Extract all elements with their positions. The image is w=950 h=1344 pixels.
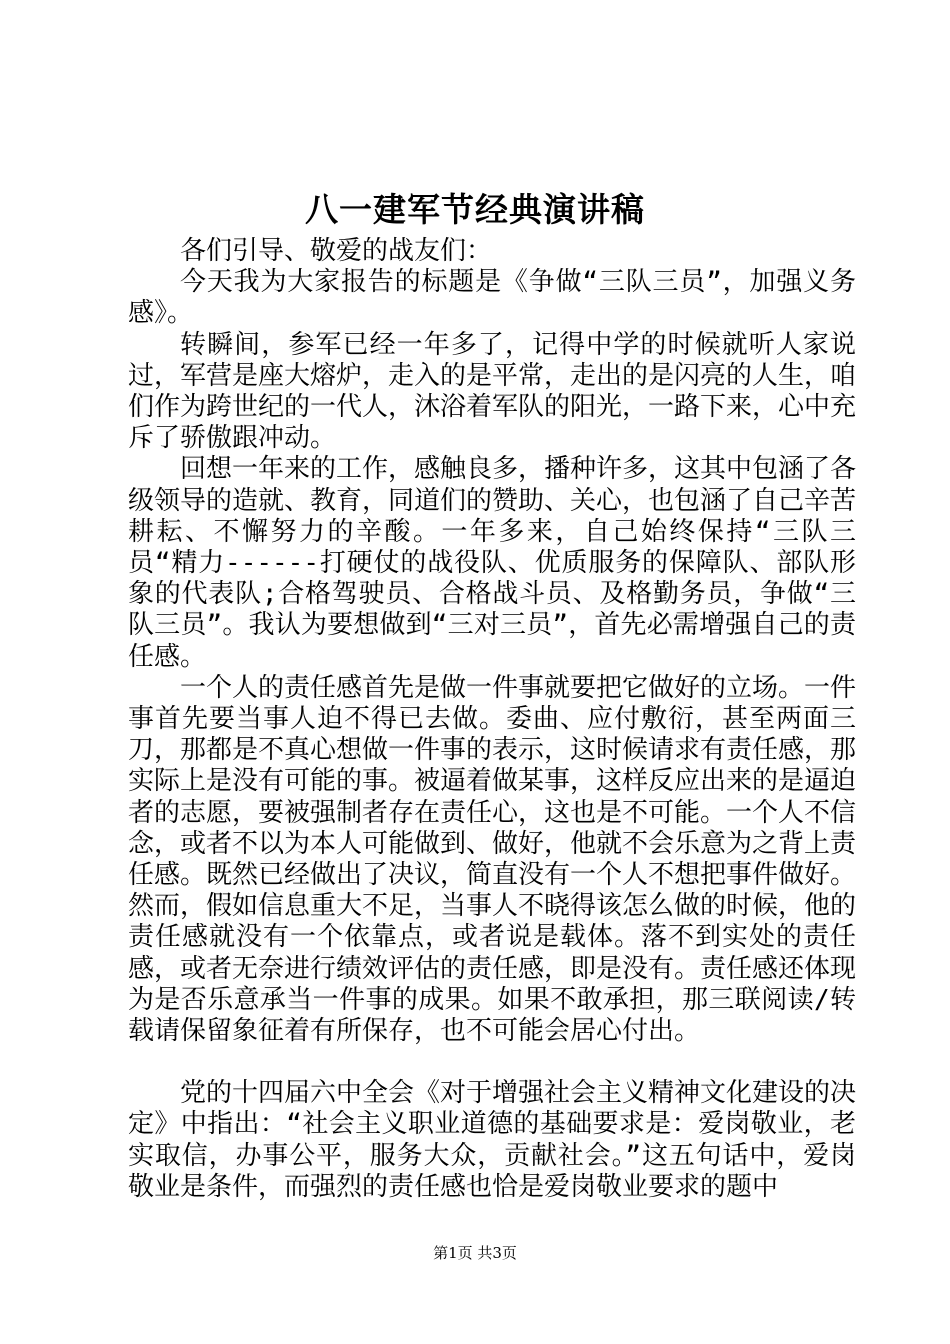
paragraph-spacer [128, 1047, 856, 1078]
paragraph-intro: 转瞬间，参军已经一年多了，记得中学的时候就听人家说过，军营是座大熔炉，走入的是平常，走出的是闪亮的人生，咱们作为跨世纪的一代人，沐浴着军队的阳光，一路下来，心中充斥了骄傲跟冲动。 [128, 329, 857, 454]
paragraph-topic: 今天我为大家报告的标题是《争做“三队三员”，加强义务感》。 [128, 267, 856, 329]
paragraph-review: 回想一年来的工作，感触良多，播种许多，这其中包涵了各级领导的造就、教育，同道们的赞助、关心，也包涵了自己辛苦耕耘、不懈努力的辛酸。一年多来，自己始终保持“三队三员“精力------打硬仗的战役队、优质服务的保障队、部队形象的代表队;合格驾驶员、合格战斗员、及格勤务员，争做“三队三员”。我认为要想做到“三对三员”，首先必需增强自己的责任感。 [128, 454, 857, 672]
paragraph-party-decision: 党的十四届六中全会《对于增强社会主义精神文化建设的决定》中指出：“社会主义职业道德的基础要求是：爱岗敬业，老实取信，办事公平，服务大众，贡献社会。”这五句话中，爱岗敬业是条件，而强烈的责任感也恰是爱岗敬业要求的题中 [128, 1078, 857, 1202]
document-title: 八一建军节经典演讲稿 [305, 190, 645, 229]
paragraph-responsibility: 一个人的责任感首先是做一件事就要把它做好的立场。一件事首先要当事人迫不得已去做。委曲、应付敷衍，甚至两面三刀，那都是不真心想做一件事的表示，这时候请求有责任感，那实际上是没有可能的事。被逼着做某事，这样反应出来的是逼迫者的志愿，要被强制者存在责任心，这也是不可能。一个人不信念，或者不以为本人可能做到、做好，他就不会乐意为之背上责任感。既然已经做出了决议，简直没有一个人不想把事件做好。然而，假如信息重大不足，当事人不晓得该怎么做的时候，他的责任感就没有一个依靠点，或者说是载体。落不到实处的责任感，或者无奈进行绩效评估的责任感，即是没有。责任感还体现为是否乐意承当一件事的成果。如果不敢承担，那三联阅读/转载请保留象征着有所保存，也不可能会居心付出。 [128, 672, 857, 1047]
paragraph-greeting: 各们引导、敬爱的战友们： [180, 236, 493, 266]
page-number-footer: 第1页 共3页 [433, 1244, 517, 1262]
document-body [128, 236, 856, 1203]
